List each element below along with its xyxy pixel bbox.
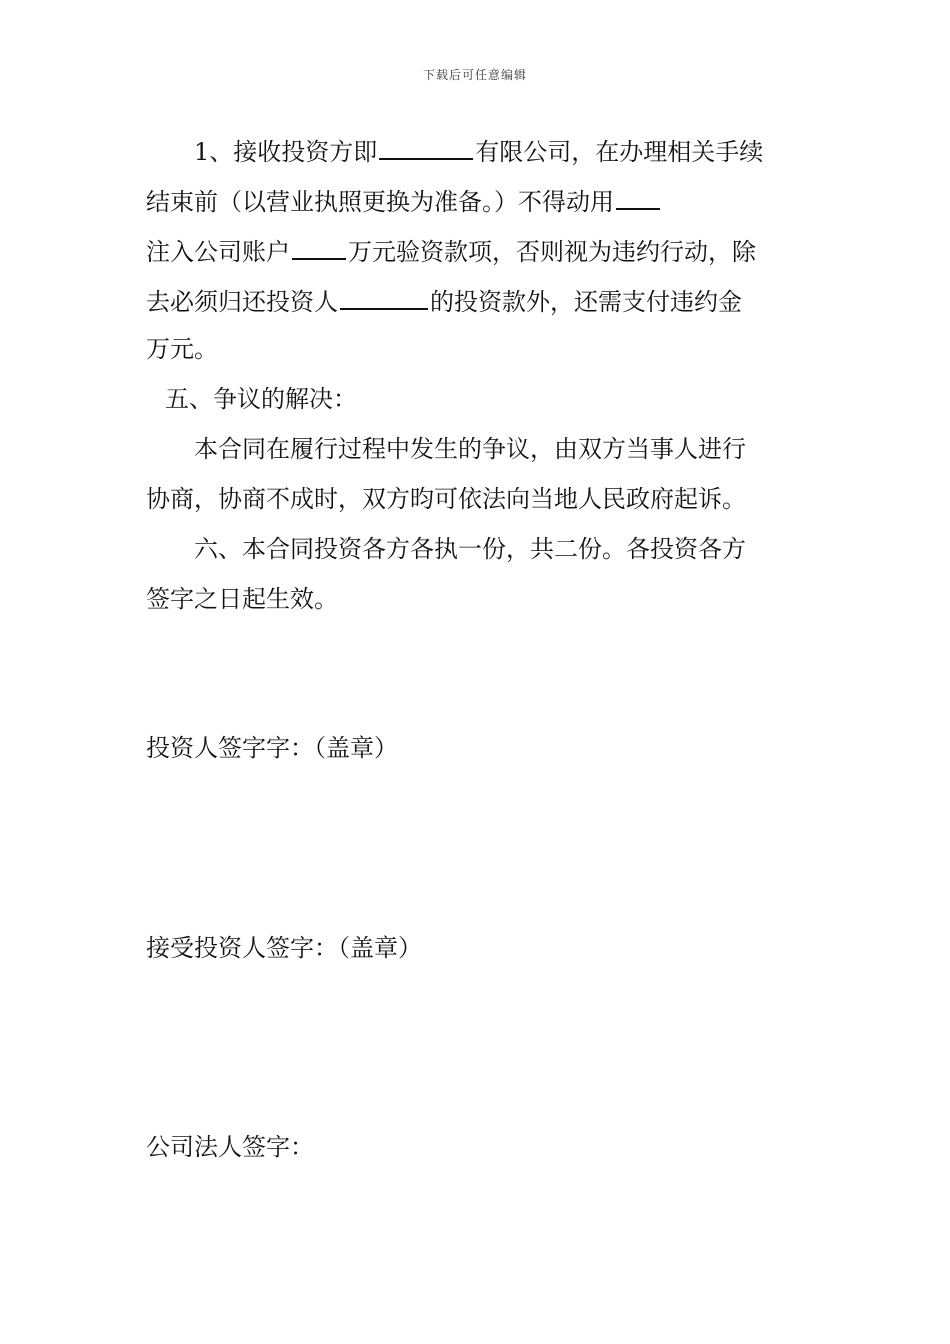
blank-investor-name[interactable] [340,284,428,310]
clause1-line3 [146,234,756,267]
blank-amount-2[interactable] [292,234,346,260]
section5-line2: 协商，协商不成时，双方昀可依法向当地人民政府起诉。 [146,485,746,513]
clause1-line5: 万元。 [146,335,218,363]
blank-amount-1[interactable] [616,184,660,210]
section6-line2: 签字之日起生效。 [146,585,338,613]
blank-company-name[interactable] [379,134,473,160]
section5-line1: 本合同在履行过程中发生的争议，由双方当事人进行 [194,435,746,463]
page-header: 下载后可任意编辑 [422,68,527,82]
clause1-line4-text-b: 的投资款外，还需支付违约金 [430,288,742,316]
clause1-line2-text: 结束前（以营业执照更换为准备。）不得动用 [146,188,614,216]
clause1-line2 [146,184,662,217]
section5-heading: 五、争议的解决： [165,385,357,413]
signature-legal-rep: 公司法人签字： [146,1133,314,1161]
clause1-line3-text-b: 万元验资款项，否则视为违约行动，除 [348,238,756,266]
clause1-line1-text-b: 有限公司，在办理相关手续 [475,138,764,166]
clause1-line3-text-a: 注入公司账户 [146,238,290,266]
section6-line1: 六、本合同投资各方各执一份，共二份。各投资各方 [194,535,746,563]
clause1-line1-text-a: 1、接收投资方即 [194,138,378,166]
signature-investor: 投资人签字字：（盖章） [146,734,398,762]
signature-recipient: 接受投资人签字：（盖章） [146,934,422,962]
clause1-line1 [194,134,763,167]
clause1-line4 [146,284,742,317]
clause1-line4-text-a: 去必须归还投资人 [146,288,338,316]
